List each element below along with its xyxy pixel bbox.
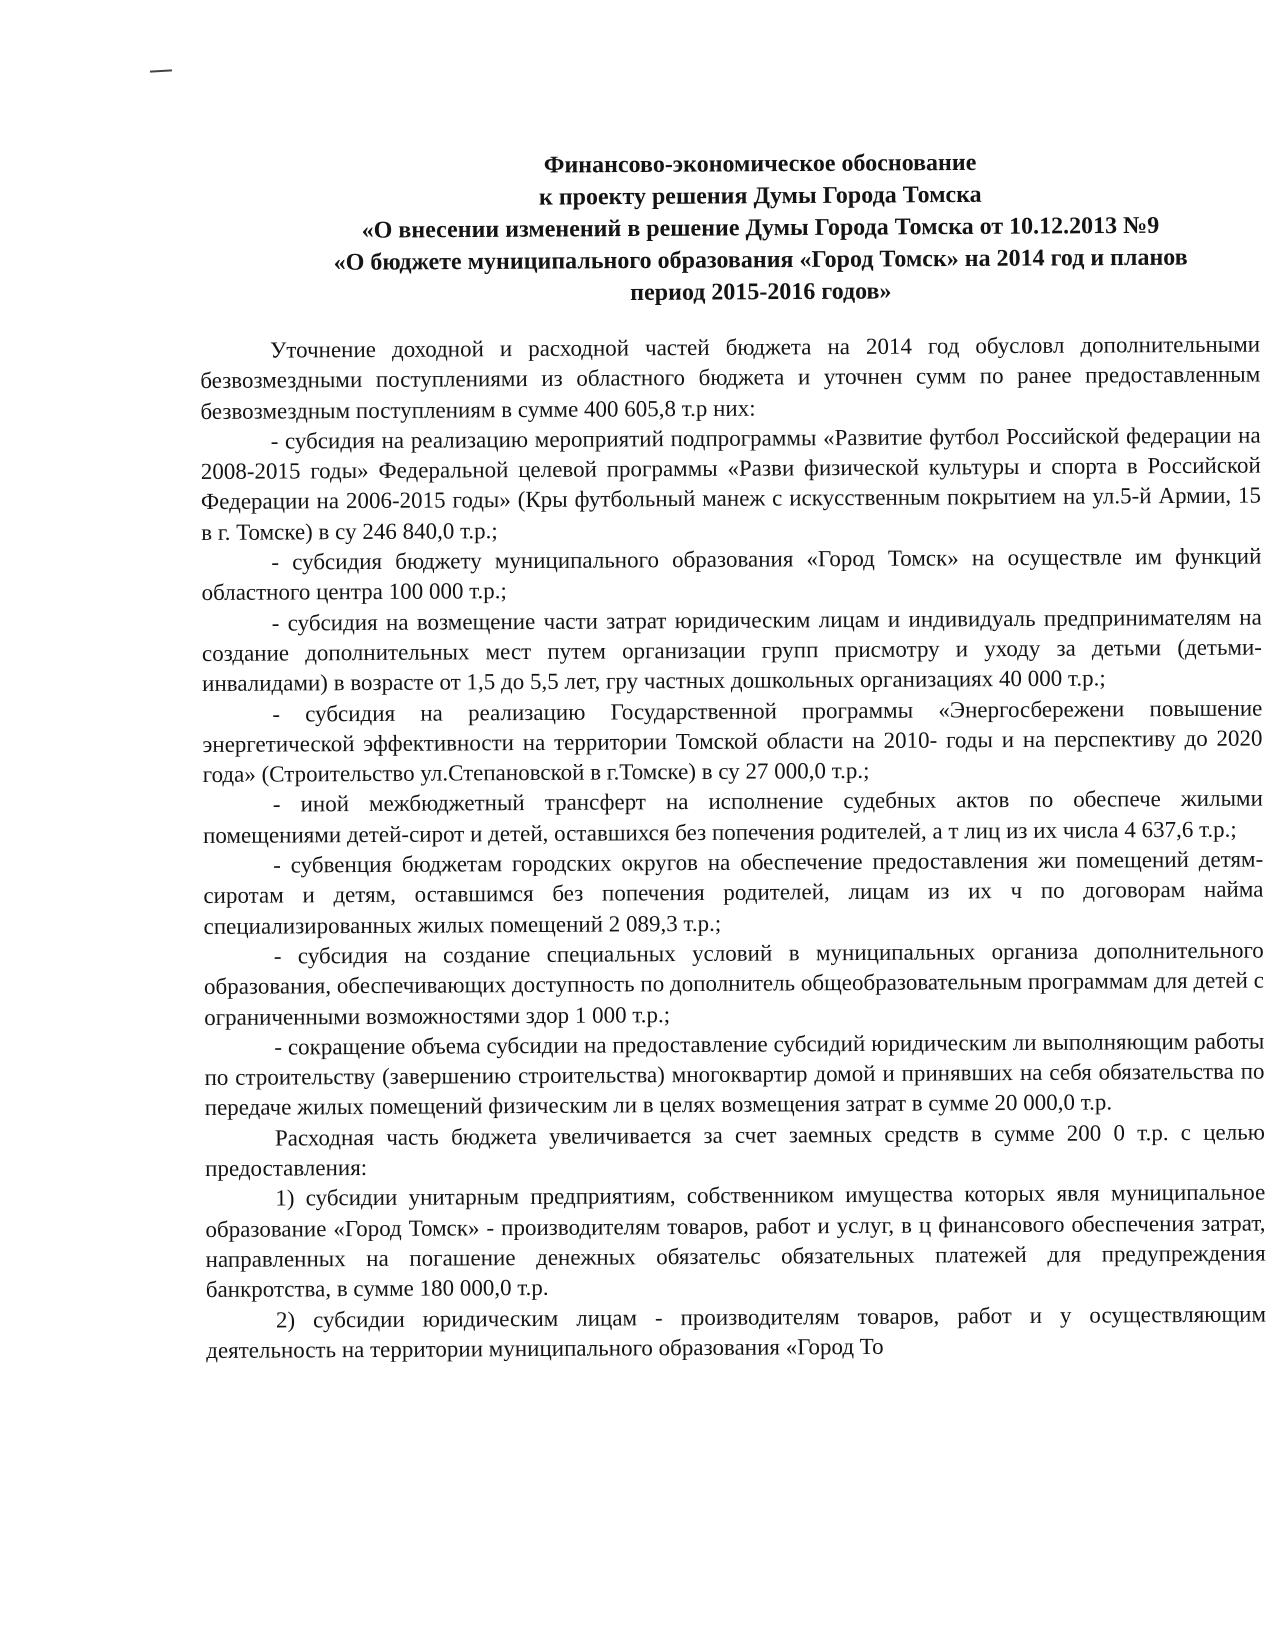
scan-mark (150, 69, 172, 72)
list-item: - субсидия на создание специальных условий в муниципальных организа дополнительного образования, обеспечивающих доступность по дополнитель общеобразовательным программам для детей с ограниченными возможностями здор 1 000 т.р.; (203, 937, 1265, 1030)
header-line: «О внесении изменений в решение Думы Города Томска от 10.12.2013 №9 (361, 212, 1160, 244)
list-item: - сокращение объема субсидии на предоставление субсидий юридическим ли выполняющим работы по строительству (завершению строительства) многоквартир домой и принявших на себя обязательства по передаче жилых помещений физическим ли в целях возмещения затрат в сумме 20 000,0 т.р. (204, 1028, 1265, 1121)
list-item: - субсидия на реализацию мероприятий подпрограммы «Развитие футбол Российской федерации на 2008-2015 годы» Федеральной целевой программы «Разви физической культуры и спорта в Российской Федерации на 2006-2015 годы» (Кры футбольный манеж с искусственным покрытием на ул.5-й Армии, 15 в г. Томске) в су 246 840,0 т.р.; (200, 422, 1262, 545)
header-line: «О бюджете муниципального образования «Город Томск» на 2014 год и планов (333, 244, 1188, 276)
header-line: Финансово-экономическое обоснование (543, 149, 977, 179)
list-item: - субсидия на возмещение части затрат юридическим лицам и индивидуаль предпринимателям на создание дополнительных мест путем организации групп присмотру и уходу за детьми (детьми-инвалидами) в возрасте от 1,5 до 5,5 лет, гру частных дошкольных организациях 40 000 т.р.; (201, 604, 1262, 697)
intro-paragraph: Уточнение доходной и расходной частей бюджета на 2014 год обусловл дополнительными безвозмездными поступлениями из областного бюджета и уточнен сумм по ранее предоставленным безвозмездным поступлениям в сумме 400 605,8 т.р них: (200, 331, 1261, 424)
list-item: - субсидия на реализацию Государственной программы «Энергосбережени повышение энергетической эффективности на территории Томской области на 2010- годы и на перспективу до 2020 года» (Строительство ул.Степановской в г.Томске) в су 27 000,0 т.р.; (202, 695, 1263, 788)
list-item: - субвенция бюджетам городских округов на обеспечение предоставления жи помещений детям-сиротам и детям, оставшимся без попечения родителей, лицам из их ч по договорам найма специализированных жилых помещений 2 089,3 т.р.; (203, 846, 1264, 939)
numbered-item: 1) субсидии унитарным предприятиям, собственником имущества которых явля муниципальное образование «Город Томск» - производителям товаров, работ и услуг, в ц финансового обеспечения затрат, направленных на погашение денежных обязательс обязательных платежей для предупреждения банкротства, в сумме 180 000,0 т.р. (205, 1179, 1266, 1303)
header-line: к проекту решения Думы Города Томска (538, 181, 982, 211)
expense-paragraph: Расходная часть бюджета увеличивается за счет заемных средств в сумме 200 0 т.р. с целью предоставления: (205, 1119, 1265, 1181)
document-body (200, 330, 1266, 1367)
document-header (140, 144, 1275, 312)
list-item: - субсидия бюджету муниципального образования «Город Томск» на осуществле им функций областного центра 100 000 т.р.; (201, 543, 1262, 606)
header-line: период 2015-2016 годов» (630, 278, 892, 307)
numbered-item: 2) субсидии юридическим лицам - производителям товаров, работ и у осуществляющим деятельность на территории муниципального образования «Город То (206, 1301, 1267, 1363)
list-item: - иной межбюджетный трансферт на исполнение судебных актов по обеспече жилыми помещениями детей-сирот и детей, оставшихся без попечения родителей, а т лиц из их числа 4 637,6 т.р.; (202, 785, 1263, 848)
